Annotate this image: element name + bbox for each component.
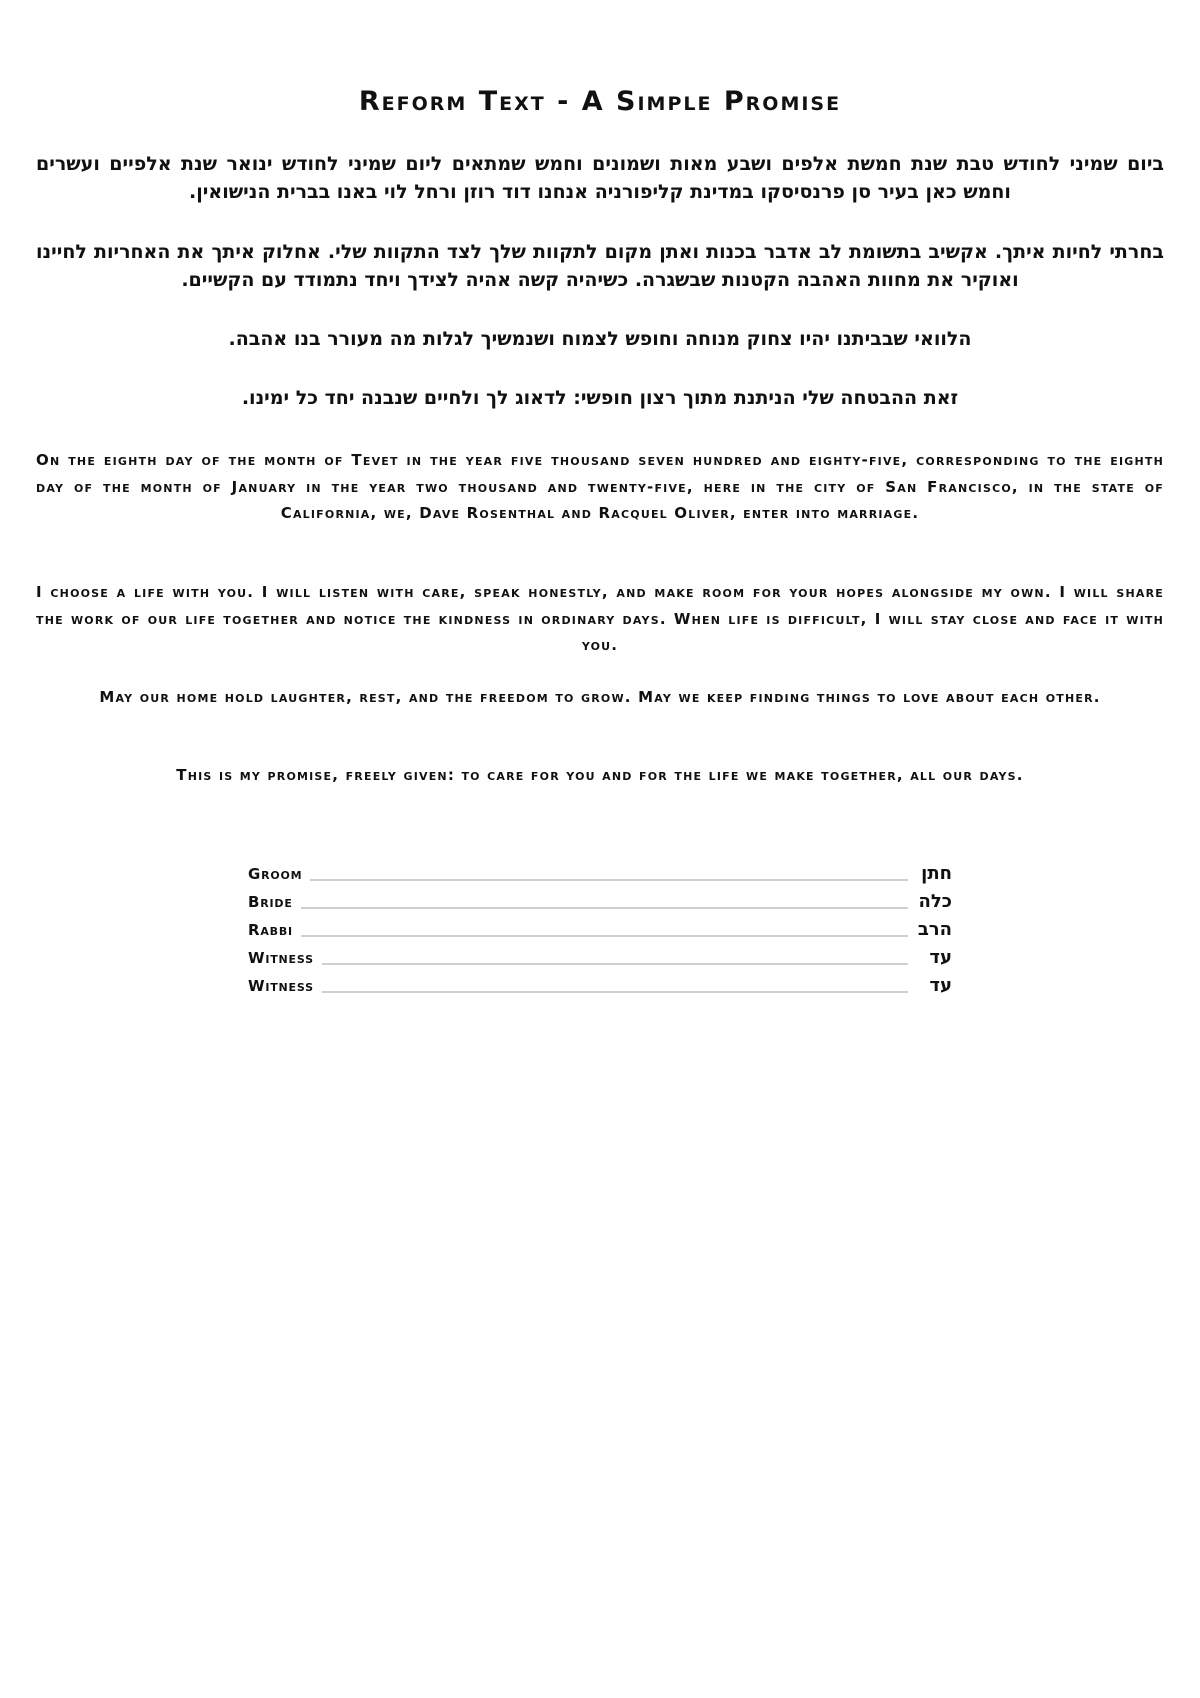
signature-label-he: הרב [917,919,952,940]
signature-line[interactable] [322,963,908,965]
signature-label-he: עד [929,947,952,968]
signature-line[interactable] [322,991,908,993]
signature-label-en: Groom [248,865,303,883]
signature-row-rabbi [248,916,952,940]
signature-label-he: חתן [921,863,952,884]
signature-row-groom [248,860,952,884]
signature-line[interactable] [301,907,908,909]
english-paragraph-vows: I choose a life with you. I will listen with care, speak honestly, and make room for your hopes alongside my own. I will share the work of our life together and notice the kindness in ordinary days. When life is difficult, I will stay close and face it with you. [36,583,1164,654]
english-paragraph-date: On the eighth day of the month of Tevet in the year five thousand seven hundred and eighty-five, corresponding to the eighth day of the month of January in the year two thousand and twenty-five, here in the city of San Francisco, in the state of California, we, Dave Rosenthal and Racquel Oliver, enter into marriage. [36,451,1164,522]
signature-row-bride [248,888,952,912]
signature-label-en: Bride [248,893,293,911]
signature-row-witness-1 [248,944,952,968]
signature-label-en: Witness [248,977,314,995]
signature-label-he: עד [929,975,952,996]
hebrew-paragraph-promise: זאת ההבטחה שלי הניתנת מתוך רצון חופשי: לדאוג לך ולחיים שנבנה יחד כל ימינו. [241,387,959,409]
english-paragraph-home: May our home hold laughter, rest, and the freedom to grow. May we keep finding things to love about each other. [99,688,1101,706]
hebrew-paragraph-home: הלוואי שבביתנו יהיו צחוק מנוחה וחופש לצמוח ושנמשיך לגלות מה מעורר בנו אהבה. [228,328,972,350]
english-paragraph-promise: This is my promise, freely given: to care for you and for the life we make together, all our days. [176,766,1024,784]
signature-label-he: כלה [918,891,952,912]
hebrew-paragraph-date: ביום שמיני לחודש טבת שנת חמשת אלפים ושבע מאות ושמונים וחמש שמתאים ליום שמיני לחודש ינואר שנת אלפיים ועשרים וחמש כאן בעיר סן פרנסיסקו במדינת קליפורניה אנחנו דוד רוזן ורחל לוי באנו בברית הנישואין. [36,153,1164,203]
signature-label-en: Rabbi [248,921,293,939]
signature-line[interactable] [301,935,908,937]
signature-label-en: Witness [248,949,314,967]
signature-row-witness-2 [248,972,952,996]
page-title: Reform Text - A Simple Promise [358,86,842,117]
signature-line[interactable] [310,879,908,881]
hebrew-paragraph-vows: בחרתי לחיות איתך. אקשיב בתשומת לב אדבר בכנות ואתן מקום לתקוות שלך לצד התקוות שלי. אחלוק איתך את האחריות לחיינו ואוקיר את מחוות האהבה הקטנות שבשגרה. כשיהיה קשה אהיה לצידך ויחד נתמודד עם הקשיים. [36,241,1164,291]
